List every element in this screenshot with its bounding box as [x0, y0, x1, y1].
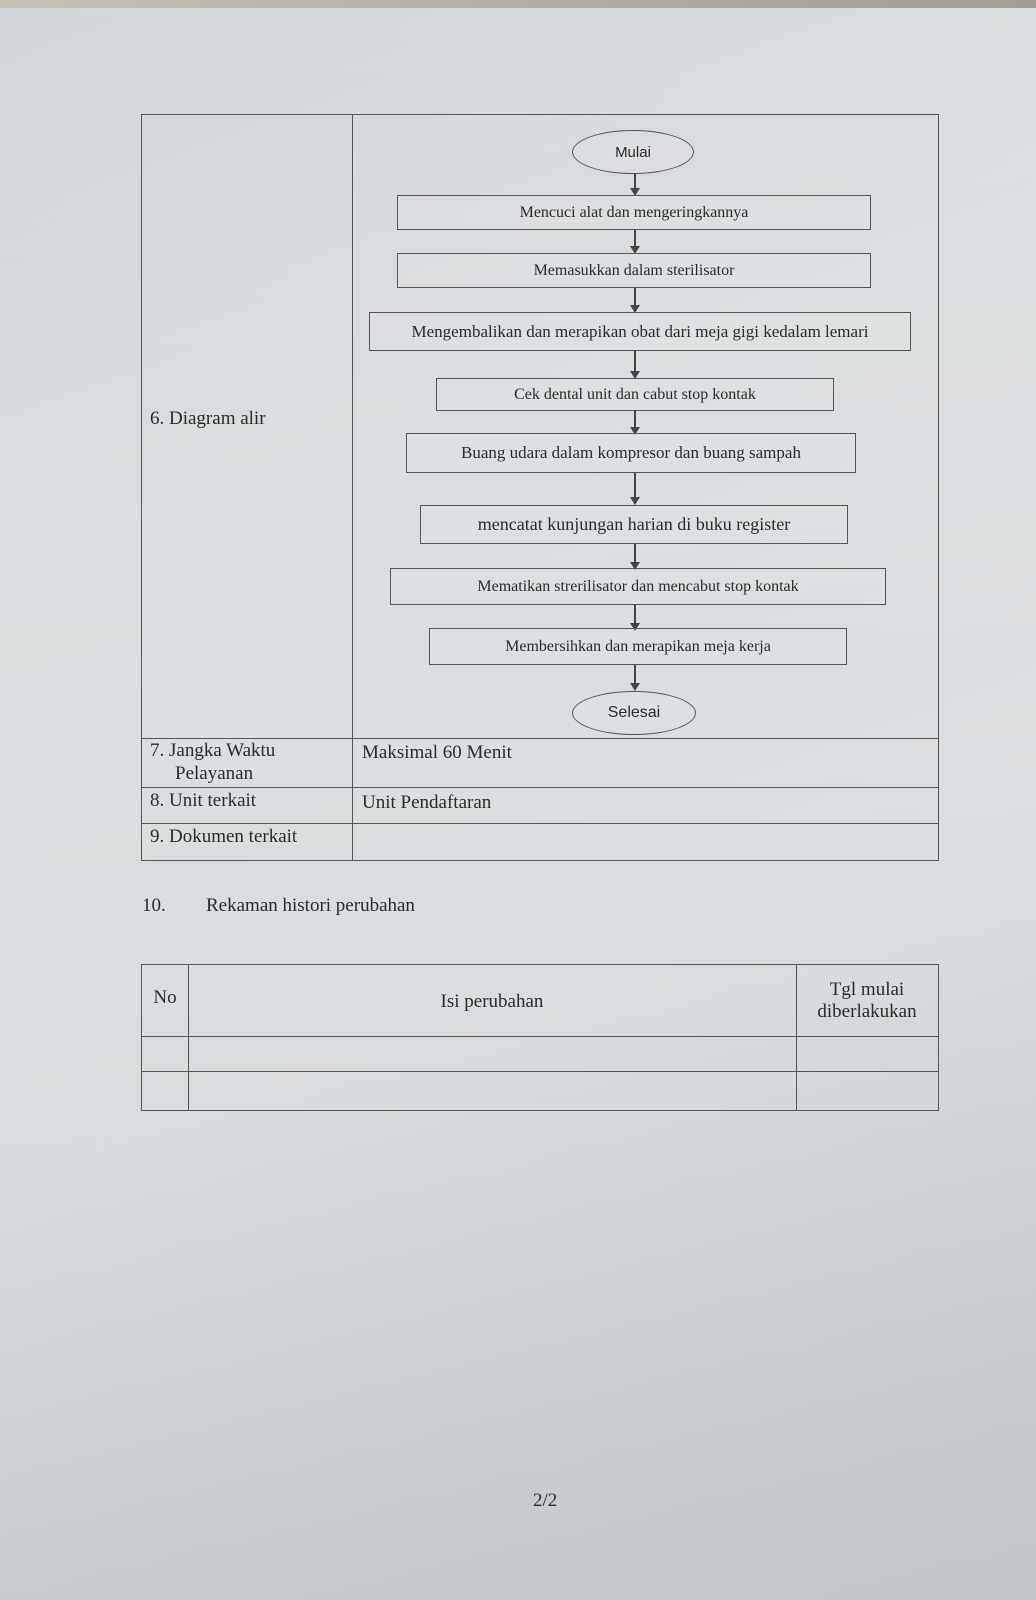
flow-step-7: Mematikan strerilisator dan mencabut stop kontak: [390, 568, 886, 605]
page-number: 2/2: [533, 1490, 558, 1511]
flow-arrow: [634, 473, 636, 499]
flow-arrow: [634, 230, 636, 248]
flow-step-5: Buang udara dalam kompresor dan buang sampah: [406, 433, 856, 473]
flow-arrow: [634, 605, 636, 625]
flow-arrow: [634, 351, 636, 373]
jangka-label: 7. Jangka Waktu Pelayanan: [150, 740, 276, 784]
unit-label: 8. Unit terkait: [150, 790, 257, 811]
flow-step-2: Memasukkan dalam sterilisator: [397, 253, 871, 288]
history-title: Rekaman histori perubahan: [206, 895, 415, 916]
unit-value: Unit Pendaftaran: [362, 792, 492, 813]
flow-end: Selesai: [572, 691, 696, 735]
flow-step-1: Mencuci alat dan mengeringkannya: [397, 195, 871, 230]
history-table: [141, 964, 939, 1111]
flow-step-6: mencatat kunjungan harian di buku register: [420, 505, 848, 544]
flow-arrow: [634, 410, 636, 429]
flow-step-8: Membersihkan dan merapikan meja kerja: [429, 628, 847, 665]
flow-step-3: Mengembalikan dan merapikan obat dari meja gigi kedalam lemari: [369, 312, 911, 351]
flow-arrow: [634, 173, 636, 190]
history-number: 10.: [142, 895, 166, 916]
flow-arrow: [634, 665, 636, 685]
history-col-isi: Isi perubahan: [440, 991, 544, 1012]
flow-arrow: [634, 288, 636, 307]
history-col-tgl: Tgl mulai diberlakukan: [817, 979, 917, 1022]
dokumen-label: 9. Dokumen terkait: [150, 826, 298, 847]
flow-arrow: [634, 544, 636, 564]
flow-start: Mulai: [572, 130, 694, 174]
diagram-label: 6. Diagram alir: [150, 408, 266, 429]
flow-step-4: Cek dental unit dan cabut stop kontak: [436, 378, 834, 411]
jangka-value: Maksimal 60 Menit: [362, 742, 512, 763]
history-col-no: No: [153, 987, 177, 1008]
